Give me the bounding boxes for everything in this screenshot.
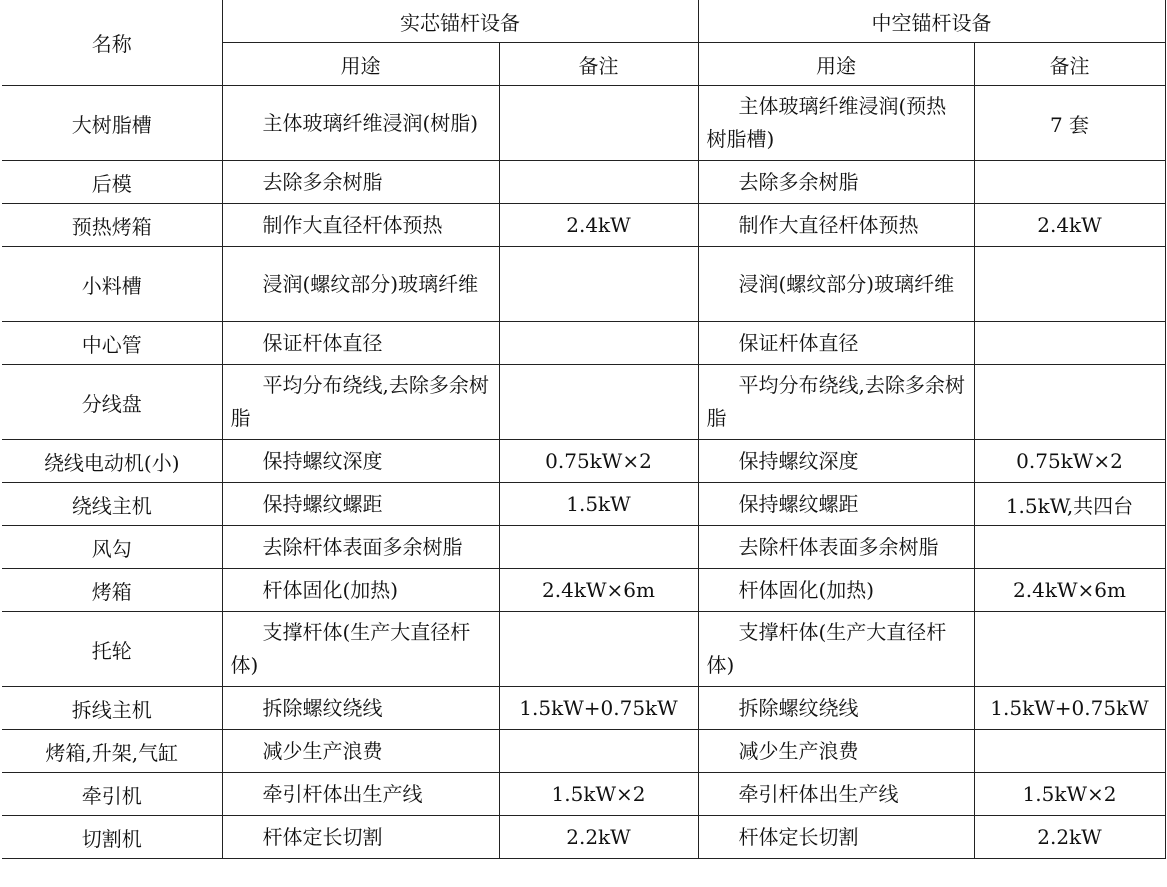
cell-solid-note: 1.5kW+0.75kW bbox=[499, 687, 698, 730]
cell-solid-use: 制作大直径杆体预热 bbox=[222, 204, 499, 247]
table-row bbox=[2, 440, 1165, 483]
cell-name: 绕线电动机(小) bbox=[2, 440, 222, 483]
table-row bbox=[2, 816, 1165, 859]
cell-solid-use: 去除杆体表面多余树脂 bbox=[222, 526, 499, 569]
table-row bbox=[2, 204, 1165, 247]
cell-hollow-note bbox=[974, 161, 1165, 204]
cell-solid-note bbox=[499, 161, 698, 204]
cell-hollow-note: 1.5kW,共四台 bbox=[974, 483, 1165, 526]
cell-solid-note: 1.5kW×2 bbox=[499, 773, 698, 816]
cell-hollow-use: 保证杆体直径 bbox=[698, 322, 974, 365]
header-solid-use: 用途 bbox=[222, 43, 499, 86]
cell-solid-note bbox=[499, 730, 698, 773]
cell-hollow-use: 减少生产浪费 bbox=[698, 730, 974, 773]
cell-solid-use: 支撑杆体(生产大直径杆体) bbox=[222, 612, 499, 687]
cell-hollow-use: 去除多余树脂 bbox=[698, 161, 974, 204]
cell-solid-use: 平均分布绕线,去除多余树脂 bbox=[222, 365, 499, 440]
cell-hollow-note bbox=[974, 247, 1165, 322]
table-row bbox=[2, 612, 1165, 687]
cell-hollow-use: 主体玻璃纤维浸润(预热树脂槽) bbox=[698, 86, 974, 161]
cell-solid-use: 拆除螺纹绕线 bbox=[222, 687, 499, 730]
table-row bbox=[2, 322, 1165, 365]
cell-hollow-use: 拆除螺纹绕线 bbox=[698, 687, 974, 730]
cell-solid-note: 2.4kW×6m bbox=[499, 569, 698, 612]
table-row bbox=[2, 86, 1165, 161]
cell-name: 分线盘 bbox=[2, 365, 222, 440]
table-row bbox=[2, 773, 1165, 816]
cell-solid-use: 保持螺纹深度 bbox=[222, 440, 499, 483]
cell-name: 小料槽 bbox=[2, 247, 222, 322]
cell-solid-use: 主体玻璃纤维浸润(树脂) bbox=[222, 86, 499, 161]
header-row-groups bbox=[2, 0, 1165, 43]
cell-hollow-note bbox=[974, 526, 1165, 569]
header-hollow-use: 用途 bbox=[698, 43, 974, 86]
table-row bbox=[2, 526, 1165, 569]
cell-solid-note bbox=[499, 322, 698, 365]
cell-name: 绕线主机 bbox=[2, 483, 222, 526]
cell-name: 托轮 bbox=[2, 612, 222, 687]
cell-hollow-note: 1.5kW+0.75kW bbox=[974, 687, 1165, 730]
table-row bbox=[2, 247, 1165, 322]
cell-hollow-note bbox=[974, 365, 1165, 440]
header-hollow-note: 备注 bbox=[974, 43, 1165, 86]
cell-name: 预热烤箱 bbox=[2, 204, 222, 247]
cell-solid-note bbox=[499, 526, 698, 569]
cell-solid-note: 2.2kW bbox=[499, 816, 698, 859]
cell-hollow-note: 2.4kW×6m bbox=[974, 569, 1165, 612]
table-row bbox=[2, 161, 1165, 204]
cell-hollow-use: 牵引杆体出生产线 bbox=[698, 773, 974, 816]
cell-solid-note: 2.4kW bbox=[499, 204, 698, 247]
cell-name: 后模 bbox=[2, 161, 222, 204]
table-row bbox=[2, 365, 1165, 440]
cell-solid-note bbox=[499, 247, 698, 322]
cell-name: 拆线主机 bbox=[2, 687, 222, 730]
cell-name: 牵引机 bbox=[2, 773, 222, 816]
cell-solid-note bbox=[499, 86, 698, 161]
cell-hollow-note: 1.5kW×2 bbox=[974, 773, 1165, 816]
cell-hollow-use: 杆体固化(加热) bbox=[698, 569, 974, 612]
header-solid-group: 实芯锚杆设备 bbox=[222, 0, 698, 43]
cell-solid-note: 0.75kW×2 bbox=[499, 440, 698, 483]
header-hollow-group: 中空锚杆设备 bbox=[698, 0, 1165, 43]
cell-hollow-note bbox=[974, 730, 1165, 773]
cell-solid-note: 1.5kW bbox=[499, 483, 698, 526]
table-row bbox=[2, 569, 1165, 612]
cell-name: 大树脂槽 bbox=[2, 86, 222, 161]
cell-hollow-use: 杆体定长切割 bbox=[698, 816, 974, 859]
cell-hollow-use: 平均分布绕线,去除多余树脂 bbox=[698, 365, 974, 440]
cell-solid-use: 浸润(螺纹部分)玻璃纤维 bbox=[222, 247, 499, 322]
cell-hollow-note bbox=[974, 612, 1165, 687]
cell-hollow-use: 制作大直径杆体预热 bbox=[698, 204, 974, 247]
cell-hollow-use: 浸润(螺纹部分)玻璃纤维 bbox=[698, 247, 974, 322]
cell-solid-use: 减少生产浪费 bbox=[222, 730, 499, 773]
equipment-table bbox=[2, 0, 1166, 859]
table-row bbox=[2, 730, 1165, 773]
cell-solid-use: 保证杆体直径 bbox=[222, 322, 499, 365]
cell-name: 切割机 bbox=[2, 816, 222, 859]
cell-solid-use: 保持螺纹螺距 bbox=[222, 483, 499, 526]
cell-hollow-use: 保持螺纹螺距 bbox=[698, 483, 974, 526]
cell-solid-use: 去除多余树脂 bbox=[222, 161, 499, 204]
cell-hollow-use: 支撑杆体(生产大直径杆体) bbox=[698, 612, 974, 687]
cell-name: 风勾 bbox=[2, 526, 222, 569]
table-row bbox=[2, 687, 1165, 730]
cell-hollow-note: 7 套 bbox=[974, 86, 1165, 161]
cell-name: 中心管 bbox=[2, 322, 222, 365]
cell-hollow-note: 2.2kW bbox=[974, 816, 1165, 859]
table-row bbox=[2, 483, 1165, 526]
cell-hollow-use: 去除杆体表面多余树脂 bbox=[698, 526, 974, 569]
cell-name: 烤箱,升架,气缸 bbox=[2, 730, 222, 773]
cell-name: 烤箱 bbox=[2, 569, 222, 612]
cell-solid-note bbox=[499, 612, 698, 687]
cell-solid-use: 牵引杆体出生产线 bbox=[222, 773, 499, 816]
header-solid-note: 备注 bbox=[499, 43, 698, 86]
cell-solid-use: 杆体定长切割 bbox=[222, 816, 499, 859]
cell-hollow-note bbox=[974, 322, 1165, 365]
cell-hollow-note: 2.4kW bbox=[974, 204, 1165, 247]
cell-hollow-note: 0.75kW×2 bbox=[974, 440, 1165, 483]
cell-solid-use: 杆体固化(加热) bbox=[222, 569, 499, 612]
header-name: 名称 bbox=[2, 0, 222, 86]
cell-solid-note bbox=[499, 365, 698, 440]
cell-hollow-use: 保持螺纹深度 bbox=[698, 440, 974, 483]
